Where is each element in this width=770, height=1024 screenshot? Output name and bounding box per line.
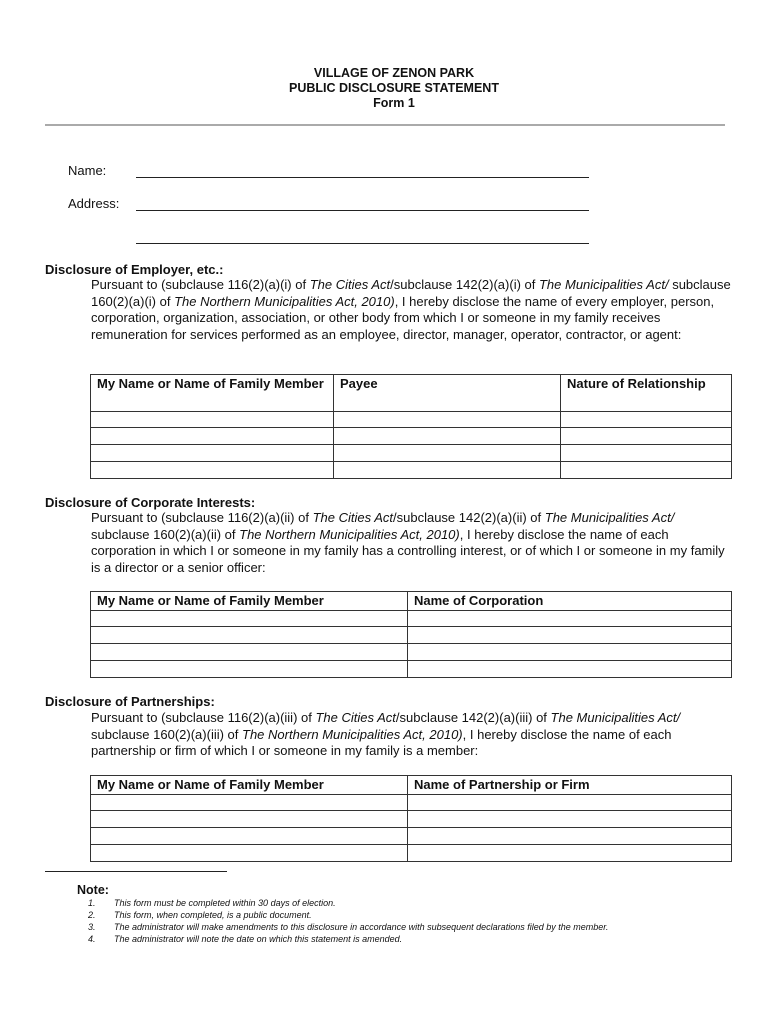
form-title-number: Form 1 bbox=[373, 96, 415, 110]
table-cell[interactable] bbox=[91, 611, 408, 627]
table-cell[interactable] bbox=[91, 845, 408, 862]
note-item: 3. The administrator will make amendments to this disclosure in accordance with subsequent declarations filed by the member. bbox=[88, 922, 609, 932]
table-cell[interactable] bbox=[561, 412, 732, 428]
table-cell[interactable] bbox=[91, 445, 334, 462]
table-cell[interactable] bbox=[334, 445, 561, 462]
partnerships-col-firm: Name of Partnership or Firm bbox=[408, 776, 732, 795]
note-item: 2. This form, when completed, is a public document. bbox=[88, 910, 312, 920]
table-cell[interactable] bbox=[91, 795, 408, 811]
table-cell[interactable] bbox=[408, 828, 732, 845]
partnerships-heading: Disclosure of Partnerships: bbox=[45, 694, 215, 709]
table-cell[interactable] bbox=[408, 811, 732, 828]
table-cell[interactable] bbox=[408, 627, 732, 644]
partnerships-table bbox=[90, 775, 732, 862]
table-cell[interactable] bbox=[408, 611, 732, 627]
table-cell[interactable] bbox=[91, 811, 408, 828]
note-heading: Note: bbox=[77, 883, 109, 897]
corporate-paragraph: Pursuant to (subclause 116(2)(a)(ii) of The Cities Act/subclause 142(2)(a)(ii) of The Municipalities Act/ subclause 160(2)(a)(ii) of The Northern Municipalities Act, 2010), I hereby disclose the name of each corporation in which I or someone in my family has a controlling interest, or of which I or someone in my family is a director or a senior officer: bbox=[91, 510, 725, 575]
employer-table bbox=[90, 374, 732, 479]
form-title-municipality: VILLAGE OF ZENON PARK bbox=[313, 66, 475, 80]
corporate-table bbox=[90, 591, 732, 678]
employer-col-payee: Payee bbox=[334, 375, 561, 412]
table-cell[interactable] bbox=[334, 412, 561, 428]
table-cell[interactable] bbox=[561, 428, 732, 445]
form-title-statement: PUBLIC DISCLOSURE STATEMENT bbox=[289, 81, 499, 95]
corporate-col-member: My Name or Name of Family Member bbox=[91, 592, 408, 611]
table-cell[interactable] bbox=[408, 845, 732, 862]
table-cell[interactable] bbox=[91, 412, 334, 428]
table-cell[interactable] bbox=[91, 462, 334, 479]
table-cell[interactable] bbox=[408, 795, 732, 811]
table-cell[interactable] bbox=[408, 661, 732, 678]
partnerships-col-member: My Name or Name of Family Member bbox=[91, 776, 408, 795]
address-label: Address: bbox=[68, 196, 120, 211]
employer-paragraph: Pursuant to (subclause 116(2)(a)(i) of The Cities Act/subclause 142(2)(a)(i) of The Municipalities Act/ subclause 160(2)(a)(i) of The Northern Municipalities Act, 2010), I hereby disclose the name of every employer, person, corporation, organization, association, or other body from which I or someone in my family receives remuneration for services performed as an employee, director, manager, operator, contractor, or agent: bbox=[91, 277, 731, 342]
name-label: Name: bbox=[68, 163, 107, 178]
table-cell[interactable] bbox=[91, 428, 334, 445]
table-cell[interactable] bbox=[334, 462, 561, 479]
header-divider bbox=[45, 124, 725, 126]
employer-col-member: My Name or Name of Family Member bbox=[91, 375, 334, 412]
address-field-line-1[interactable] bbox=[136, 210, 589, 211]
name-field[interactable] bbox=[136, 177, 589, 178]
table-cell[interactable] bbox=[91, 828, 408, 845]
corporate-col-corporation: Name of Corporation bbox=[408, 592, 732, 611]
table-cell[interactable] bbox=[561, 462, 732, 479]
employer-heading: Disclosure of Employer, etc.: bbox=[45, 262, 224, 277]
address-field-line-2[interactable] bbox=[136, 243, 589, 244]
footnote-divider bbox=[45, 871, 227, 872]
table-cell[interactable] bbox=[91, 644, 408, 661]
table-cell[interactable] bbox=[334, 428, 561, 445]
table-cell[interactable] bbox=[91, 627, 408, 644]
corporate-heading: Disclosure of Corporate Interests: bbox=[45, 495, 256, 510]
table-cell[interactable] bbox=[408, 644, 732, 661]
employer-col-relationship: Nature of Relationship bbox=[561, 375, 732, 412]
note-item: 1. This form must be completed within 30 days of election. bbox=[88, 898, 336, 908]
table-cell[interactable] bbox=[91, 661, 408, 678]
partnerships-paragraph: Pursuant to (subclause 116(2)(a)(iii) of The Cities Act/subclause 142(2)(a)(iii) of The Municipalities Act/ subclause 160(2)(a)(iii) of The Northern Municipalities Act, 2010), I hereby disclose the name of each partnership or firm of which I or someone in my family is a member: bbox=[91, 710, 681, 759]
table-cell[interactable] bbox=[561, 445, 732, 462]
note-item: 4. The administrator will note the date on which this statement is amended. bbox=[88, 934, 403, 944]
